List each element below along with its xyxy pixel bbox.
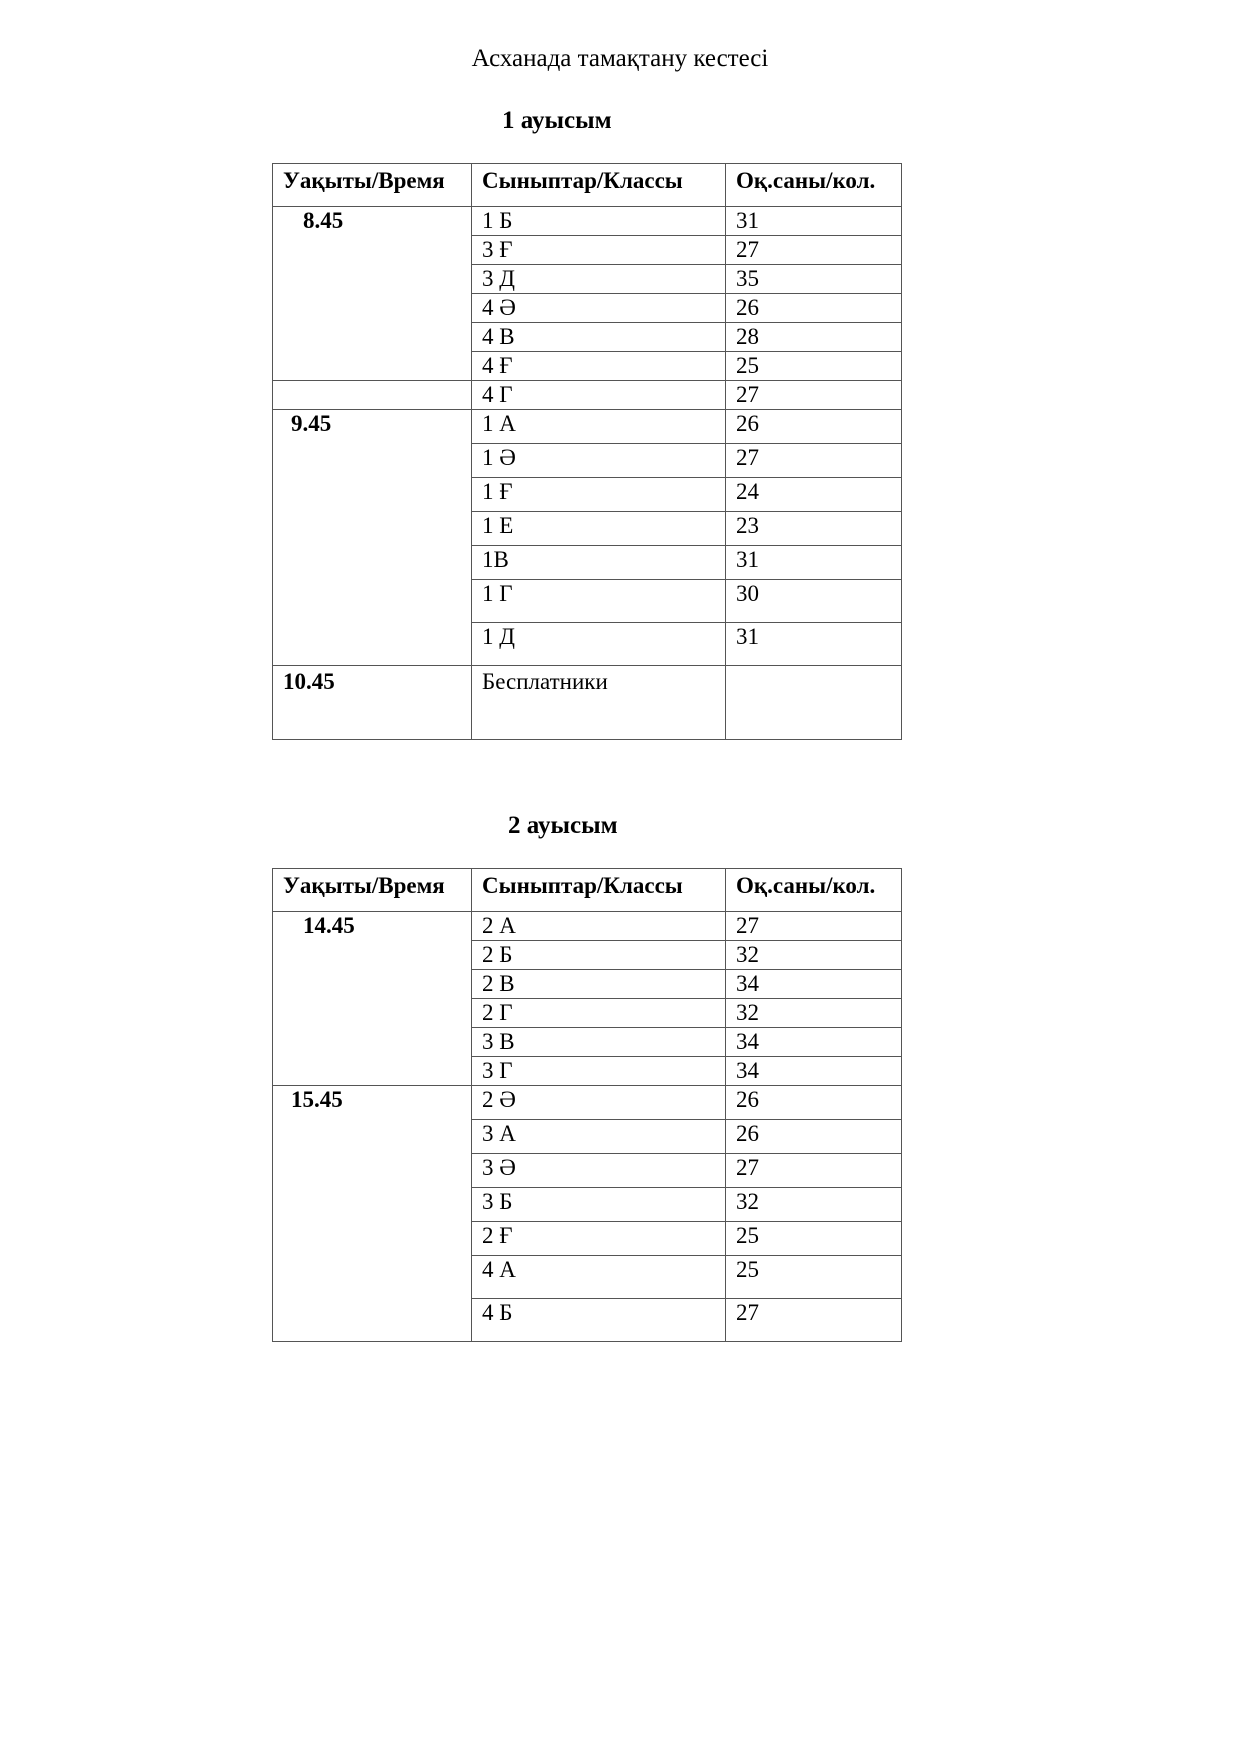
table-row — [273, 912, 902, 941]
table-row — [273, 1086, 902, 1120]
class-cell: Бесплатники — [472, 666, 726, 740]
count-cell: 30 — [726, 580, 902, 623]
shift-1-schedule-table — [272, 163, 902, 740]
class-cell: 4 В — [472, 323, 726, 352]
class-cell: 3 Д — [472, 265, 726, 294]
table-row — [273, 381, 902, 410]
time-slot-cell — [273, 381, 472, 410]
table-row — [273, 666, 902, 740]
table-header-row — [273, 164, 902, 207]
header-count: Оқ.саны/кол. — [726, 164, 902, 207]
count-cell: 28 — [726, 323, 902, 352]
count-cell: 25 — [726, 1222, 902, 1256]
count-cell: 34 — [726, 1057, 902, 1086]
class-cell: 2 Б — [472, 941, 726, 970]
count-cell: 31 — [726, 207, 902, 236]
header-classes: Сыныптар/Классы — [472, 869, 726, 912]
count-cell: 25 — [726, 1256, 902, 1299]
class-cell: 3 А — [472, 1120, 726, 1154]
class-cell: 4 Ғ — [472, 352, 726, 381]
count-cell: 26 — [726, 294, 902, 323]
document-title: Асханада тамақтану кестесі — [471, 45, 769, 72]
time-slot-cell: 14.45 — [273, 912, 472, 1086]
class-cell: 1 Г — [472, 580, 726, 623]
class-cell: 4 Г — [472, 381, 726, 410]
count-cell: 27 — [726, 912, 902, 941]
class-cell: 1В — [472, 546, 726, 580]
class-cell: 1 Ғ — [472, 478, 726, 512]
time-slot-cell: 10.45 — [273, 666, 472, 740]
class-cell: 4 А — [472, 1256, 726, 1299]
class-cell: 4 Б — [472, 1299, 726, 1342]
class-cell: 3 Б — [472, 1188, 726, 1222]
header-time: Уақыты/Время — [273, 869, 472, 912]
count-cell: 27 — [726, 444, 902, 478]
class-cell: 2 Ә — [472, 1086, 726, 1120]
class-cell: 2 А — [472, 912, 726, 941]
count-cell: 27 — [726, 236, 902, 265]
table-header-row — [273, 869, 902, 912]
count-cell: 35 — [726, 265, 902, 294]
table-row — [273, 410, 902, 444]
count-cell: 32 — [726, 999, 902, 1028]
time-slot-cell: 15.45 — [273, 1086, 472, 1342]
time-slot-cell: 8.45 — [273, 207, 472, 381]
class-cell: 1 Ә — [472, 444, 726, 478]
class-cell: 1 Д — [472, 623, 726, 666]
count-cell: 34 — [726, 970, 902, 999]
count-cell: 31 — [726, 546, 902, 580]
count-cell: 26 — [726, 410, 902, 444]
count-cell: 27 — [726, 1299, 902, 1342]
count-cell: 23 — [726, 512, 902, 546]
class-cell: 1 Е — [472, 512, 726, 546]
count-cell: 27 — [726, 381, 902, 410]
count-cell: 31 — [726, 623, 902, 666]
table-row — [273, 207, 902, 236]
count-cell: 26 — [726, 1120, 902, 1154]
header-classes: Сыныптар/Классы — [472, 164, 726, 207]
shift-1-heading: 1 ауысым — [502, 107, 612, 134]
count-cell: 34 — [726, 1028, 902, 1057]
class-cell: 3 Ә — [472, 1154, 726, 1188]
header-time: Уақыты/Время — [273, 164, 472, 207]
time-slot-cell: 9.45 — [273, 410, 472, 666]
shift-2-schedule-table — [272, 868, 902, 1342]
count-cell: 25 — [726, 352, 902, 381]
class-cell: 3 Г — [472, 1057, 726, 1086]
class-cell: 1 Б — [472, 207, 726, 236]
count-cell: 32 — [726, 1188, 902, 1222]
class-cell: 3 Ғ — [472, 236, 726, 265]
shift-2-heading: 2 ауысым — [508, 812, 618, 839]
class-cell: 1 А — [472, 410, 726, 444]
header-count: Оқ.саны/кол. — [726, 869, 902, 912]
class-cell: 3 В — [472, 1028, 726, 1057]
count-cell: 24 — [726, 478, 902, 512]
count-cell — [726, 666, 902, 740]
class-cell: 4 Ә — [472, 294, 726, 323]
count-cell: 27 — [726, 1154, 902, 1188]
class-cell: 2 Ғ — [472, 1222, 726, 1256]
class-cell: 2 Г — [472, 999, 726, 1028]
count-cell: 32 — [726, 941, 902, 970]
count-cell: 26 — [726, 1086, 902, 1120]
class-cell: 2 В — [472, 970, 726, 999]
